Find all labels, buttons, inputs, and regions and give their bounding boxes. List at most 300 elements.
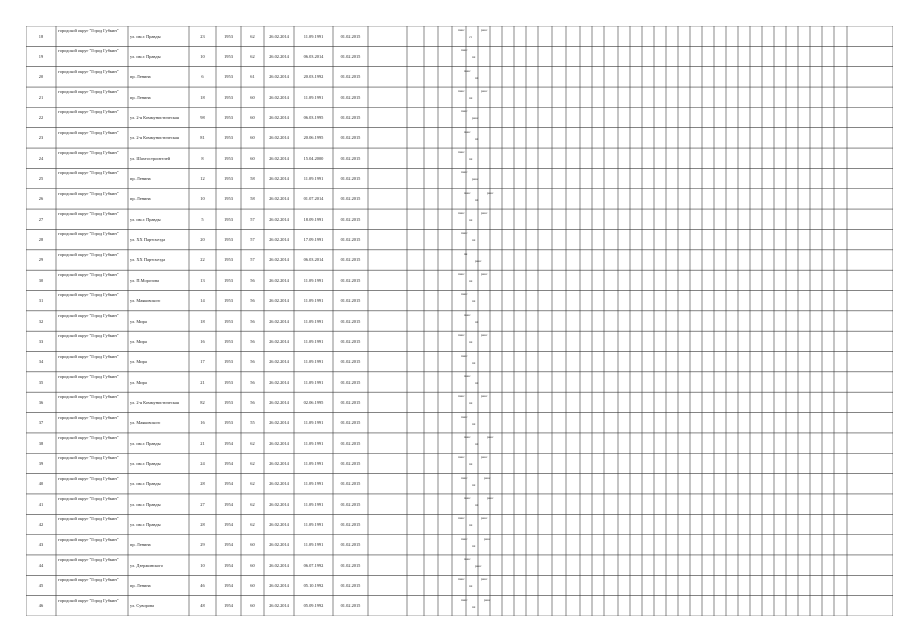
repair-mark: пх [472,544,476,548]
row-number: 21 [38,94,44,100]
repair-mark: пх [469,97,473,101]
wear-value: 56 [250,359,255,365]
row-number: 34 [38,359,44,365]
wear-value: 60 [250,582,255,588]
plan-date: 01.02.2015 [340,196,361,202]
row-number: 41 [38,501,44,507]
plan-date: 01.02.2015 [340,521,361,527]
plan-date: 01.02.2015 [340,338,361,344]
row-number: 26 [38,196,44,202]
repair-mark: пнас [461,49,468,53]
repair-mark: пх [469,402,473,406]
plan-date: 01.02.2015 [340,33,361,39]
plan-date: 01.02.2015 [340,216,361,222]
inspection-date: 26.02.2014 [269,298,289,304]
row-number: 46 [38,603,44,609]
build-year: 1953 [224,277,233,283]
plan-date: 01.02.2015 [340,399,361,405]
street-address: ул. им.г. Правды [130,460,161,466]
build-year: 1954 [224,582,233,588]
wear-value: 60 [250,542,255,548]
plan-date: 01.02.2015 [340,359,361,365]
row-number: 25 [38,176,44,182]
repair-mark: рнас [475,259,482,263]
build-year: 1953 [224,74,233,80]
row-number: 36 [38,399,44,405]
district-name: городской округ "Город Губкин" [58,394,119,400]
plan-date: 01.02.2015 [340,582,361,588]
registration-date: 06.03.1995 [303,115,324,121]
registration-date: 11.09.1991 [303,318,324,324]
street-address: пр. Ленина [130,94,151,100]
wear-value: 57 [250,237,255,243]
row-number: 30 [38,277,44,283]
registration-date: 20.06.1995 [303,135,324,141]
registration-date: 11.09.1991 [303,298,324,304]
district-name: городской округ "Город Губкин" [58,231,119,237]
house-number: 10 [200,54,205,60]
street-address: ул. Суворова [130,603,154,609]
repair-mark: пх [469,280,473,284]
street-address: ул. Шахтостроителей [130,155,171,161]
registration-date: 06.03.2014 [303,257,324,263]
wear-value: 60 [250,562,255,568]
inspection-date: 26.02.2014 [269,115,289,121]
district-name: городской округ "Город Губкин" [58,292,119,298]
row-number: 20 [38,74,44,80]
wear-value: 60 [250,135,255,141]
repair-mark: пнас [458,334,465,338]
inspection-date: 26.02.2014 [269,135,289,141]
repair-mark: пх [472,483,476,487]
street-address: ул. 2-я Коммунистическая [130,115,179,121]
registration-date: 11.09.1991 [303,481,324,487]
wear-value: 62 [250,501,255,507]
repair-mark: пх [469,158,473,162]
repair-mark: пх [469,585,473,589]
registration-date: 05.09.1992 [303,603,324,609]
district-name: городской округ "Город Губкин" [58,68,119,74]
row-number: 32 [38,318,44,324]
registration-date: 11.09.1991 [303,379,324,385]
district-name: городской округ "Город Губкин" [58,272,119,278]
wear-value: 58 [250,196,255,202]
repair-mark: пнас [458,29,465,32]
repair-mark: пнас [458,517,465,521]
repair-mark: рнас [487,435,494,439]
district-name: городской округ "Город Губкин" [58,536,119,542]
repair-mark: пх [472,422,476,426]
wear-value: 60 [250,603,255,609]
repair-mark: пнас [458,395,465,399]
repair-mark: пх [475,137,479,141]
registration-date: 15.04.2000 [303,155,324,161]
build-year: 1953 [224,155,233,161]
build-year: 1953 [224,115,233,121]
repair-mark: пх [475,198,479,202]
build-year: 1954 [224,440,233,446]
inspection-date: 26.02.2014 [269,399,289,405]
repair-mark: пнас [461,598,468,602]
registration-date: 06.03.2014 [303,54,324,60]
street-address: ул. Маяковского [130,298,161,304]
build-year: 1953 [224,196,233,202]
wear-value: 62 [250,521,255,527]
wear-value: 56 [250,318,255,324]
district-name: городской округ "Город Губкин" [58,312,119,318]
street-address: ул. Дзержинского [130,562,164,568]
registration-date: 11.09.1991 [303,521,324,527]
repair-mark: пх [472,361,476,365]
repair-mark: пх [472,239,476,243]
house-number: 46 [200,582,205,588]
repair-mark: рнас [484,598,491,602]
build-year: 1953 [224,359,233,365]
inspection-date: 26.02.2014 [269,481,289,487]
inspection-date: 26.02.2014 [269,94,289,100]
row-number: 19 [38,54,44,60]
street-address: пр. Ленина [130,542,151,548]
registration-date: 05.10.1992 [303,582,324,588]
wear-value: 60 [250,115,255,121]
inspection-date: 26.02.2014 [269,460,289,466]
plan-date: 01.02.2015 [340,318,361,324]
district-name: городской округ "Город Губкин" [58,475,119,481]
house-number: 16 [200,338,205,344]
street-address: ул. им.г. Правды [130,440,161,446]
registration-date: 11.09.1991 [303,33,324,39]
wear-value: 62 [250,440,255,446]
registration-date: 11.09.1991 [303,359,324,365]
wear-value: 55 [250,420,255,426]
repair-mark: пх [475,503,479,507]
repair-mark: рнас [481,212,488,216]
house-number: 28 [200,521,205,527]
house-number: 21 [200,440,205,446]
house-number: 24 [200,460,205,466]
district-name: городской округ "Город Губкин" [58,556,119,562]
repair-mark: пнас [461,293,468,297]
repair-mark: пх [472,605,476,609]
row-number: 27 [38,216,44,222]
street-address: ул. им.г. Правды [130,481,161,487]
build-year: 1954 [224,460,233,466]
build-year: 1953 [224,54,233,60]
wear-value: 56 [250,277,255,283]
repair-mark: пнас [461,537,468,541]
wear-value: 58 [250,176,255,182]
row-number: 37 [38,420,44,426]
plan-date: 01.02.2015 [340,440,361,446]
wear-value: 62 [250,33,255,39]
build-year: 1954 [224,603,233,609]
repair-mark: рнас [487,496,494,500]
inspection-date: 26.02.2014 [269,379,289,385]
street-address: ул. 2-я Коммунистическая [130,135,179,141]
inspection-date: 26.02.2014 [269,155,289,161]
build-year: 1953 [224,237,233,243]
row-number: 31 [38,298,44,304]
street-address: ул. Мира [130,318,147,324]
plan-date: 01.02.2015 [340,481,361,487]
street-address: пр. Ленина [130,176,151,182]
house-number: 6 [201,74,204,80]
district-name: городской округ "Город Губкин" [58,48,119,54]
repair-mark: рнас [481,395,488,399]
row-number: 40 [38,481,44,487]
house-number: 21 [200,379,205,385]
house-number: 17 [200,359,205,365]
street-address: ул. П.Морозова [130,277,159,283]
repair-mark: пнас [464,69,471,73]
repair-mark: рнас [481,517,488,521]
row-number: 24 [38,155,44,161]
row-number: 44 [38,562,44,568]
district-name: городской округ "Город Губкин" [58,597,119,603]
house-number: 8 [201,155,204,161]
build-year: 1954 [224,542,233,548]
repair-mark: пнас [461,171,468,175]
district-name: городской округ "Город Губкин" [58,150,119,156]
repair-mark: рнас [481,29,488,32]
wear-value: 61 [250,74,255,80]
plan-date: 01.02.2015 [340,257,361,263]
wear-value: 57 [250,216,255,222]
repair-mark: пх [469,341,473,345]
plan-date: 01.02.2015 [340,603,361,609]
inspection-date: 26.02.2014 [269,420,289,426]
house-number: 22 [200,257,205,263]
plan-date: 01.02.2015 [340,298,361,304]
street-address: ул. им.г. Правды [130,216,161,222]
repair-mark: рнас [484,537,491,541]
plan-date: 01.02.2015 [340,379,361,385]
district-name: городской округ "Город Губкин" [58,373,119,379]
inspection-date: 26.02.2014 [269,359,289,365]
repair-mark: пнас [461,354,468,358]
build-year: 1953 [224,257,233,263]
plan-date: 01.02.2015 [340,562,361,568]
plan-date: 01.02.2015 [340,420,361,426]
build-year: 1953 [224,318,233,324]
house-number: 29 [200,542,205,548]
repair-mark: пнас [461,476,468,480]
inspection-date: 26.02.2014 [269,562,289,568]
inspection-date: 26.02.2014 [269,603,289,609]
street-address: ул. им.г. Правды [130,501,161,507]
row-number: 22 [38,115,44,121]
registration-date: 01.07.2014 [303,196,324,202]
district-name: городской округ "Город Губкин" [58,89,119,95]
repair-mark: рнас [481,578,488,582]
street-address: ул. Мира [130,359,147,365]
plan-date: 01.02.2015 [340,94,361,100]
district-name: городской округ "Город Губкин" [58,577,119,583]
inspection-date: 26.02.2014 [269,237,289,243]
street-address: пр. Ленина [130,196,151,202]
build-year: 1953 [224,216,233,222]
row-number: 38 [38,440,44,446]
row-number: 35 [38,379,44,385]
wear-value: 60 [250,94,255,100]
repair-mark: пх [475,381,479,385]
district-name: городской округ "Город Губкин" [58,353,119,359]
wear-value: 62 [250,481,255,487]
wear-value: 56 [250,379,255,385]
inspection-date: 26.02.2014 [269,521,289,527]
plan-date: 01.02.2015 [340,237,361,243]
repair-mark: пнас [458,151,465,155]
repair-mark: пх [469,524,473,528]
registry-table [26,26,893,616]
registration-date: 11.09.1991 [303,501,324,507]
row-number: 43 [38,542,44,548]
row-number: 28 [38,237,44,243]
repair-mark: пнас [461,415,468,419]
build-year: 1953 [224,33,233,39]
street-address: ул. Мира [130,338,147,344]
plan-date: 01.02.2015 [340,542,361,548]
registration-date: 11.09.1991 [303,338,324,344]
house-number: 48 [200,603,205,609]
wear-value: 60 [250,155,255,161]
repair-mark: ст [469,36,472,39]
repair-mark: пнас [464,496,471,500]
district-name: городской округ "Город Губкин" [58,434,119,440]
house-number: 13 [200,277,205,283]
build-year: 1953 [224,135,233,141]
repair-mark: пх [464,252,468,256]
repair-mark: пх [472,300,476,304]
registration-date: 11.09.1991 [303,277,324,283]
street-address: ул. им.г. Правды [130,54,161,60]
repair-mark: рнас [481,273,488,277]
registration-date: 11.09.1991 [303,440,324,446]
wear-value: 62 [250,460,255,466]
repair-mark: пнас [458,578,465,582]
repair-mark: пнас [464,191,471,195]
repair-mark: пнас [458,273,465,277]
wear-value: 56 [250,298,255,304]
house-number: 10 [200,196,205,202]
inspection-date: 26.02.2014 [269,542,289,548]
inspection-date: 26.02.2014 [269,257,289,263]
repair-mark: пх [469,463,473,467]
repair-mark: рнас [472,117,479,121]
plan-date: 01.02.2015 [340,176,361,182]
build-year: 1953 [224,399,233,405]
repair-mark: рнас [487,191,494,195]
house-number: 28 [200,481,205,487]
repair-mark: пнас [464,435,471,439]
street-address: ул. 2-я Коммунистическая [130,399,179,405]
registration-date: 20.03.1992 [303,74,324,80]
repair-mark: пнас [464,313,471,317]
street-address: ул. им.г. Правды [130,521,161,527]
house-number: 18 [200,318,205,324]
house-number: 5 [201,216,204,222]
repair-mark: рнас [481,90,488,94]
row-number: 42 [38,521,44,527]
build-year: 1953 [224,420,233,426]
district-name: городской округ "Город Губкин" [58,211,119,217]
inspection-date: 26.02.2014 [269,582,289,588]
registration-date: 11.09.1991 [303,420,324,426]
inspection-date: 26.02.2014 [269,176,289,182]
plan-date: 01.02.2015 [340,74,361,80]
house-number: 81 [200,135,205,141]
registration-date: 02.06.1995 [303,399,324,405]
wear-value: 56 [250,399,255,405]
inspection-date: 26.02.2014 [269,74,289,80]
inspection-date: 26.02.2014 [269,216,289,222]
house-number: 98 [200,115,205,121]
district-name: городской округ "Город Губкин" [58,455,119,461]
inspection-date: 26.02.2014 [269,196,289,202]
repair-mark: рнас [475,564,482,568]
build-year: 1953 [224,338,233,344]
repair-mark: рнас [481,334,488,338]
district-name: городской округ "Город Губкин" [58,190,119,196]
street-address: ул. Маяковского [130,420,161,426]
inspection-date: 26.02.2014 [269,440,289,446]
district-name: городской округ "Город Губкин" [58,333,119,339]
repair-mark: пнас [458,212,465,216]
repair-mark: пх [475,442,479,446]
registration-date: 11.09.1991 [303,460,324,466]
repair-mark: пх [475,76,479,80]
row-number: 23 [38,135,44,141]
build-year: 1953 [224,94,233,100]
repair-mark: пнас [461,232,468,236]
inspection-date: 26.02.2014 [269,318,289,324]
registration-date: 11.09.1991 [303,542,324,548]
build-year: 1953 [224,298,233,304]
repair-mark: пнас [458,456,465,460]
street-address: ул. им.г. Правды [130,33,161,39]
street-address: ул. Мира [130,379,147,385]
plan-date: 01.02.2015 [340,54,361,60]
house-number: 14 [200,298,205,304]
plan-date: 01.02.2015 [340,460,361,466]
registration-date: 06.07.1992 [303,562,324,568]
build-year: 1954 [224,521,233,527]
wear-value: 62 [250,54,255,60]
house-number: 16 [200,420,205,426]
house-number: 23 [200,33,205,39]
street-address: ул. XX Партсъезда [130,237,166,243]
inspection-date: 26.02.2014 [269,33,289,39]
repair-mark: пнас [464,374,471,378]
house-number: 82 [200,399,205,405]
repair-mark: рнас [481,456,488,460]
plan-date: 01.02.2015 [340,501,361,507]
house-number: 12 [200,176,205,182]
plan-date: 01.02.2015 [340,135,361,141]
house-number: 18 [200,94,205,100]
district-name: городской округ "Город Губкин" [58,251,119,257]
house-number: 20 [200,237,205,243]
inspection-date: 26.02.2014 [269,501,289,507]
district-name: городской округ "Город Губкин" [58,414,119,420]
district-name: городской округ "Город Губкин" [58,170,119,176]
row-number: 29 [38,257,44,263]
plan-date: 01.02.2015 [340,155,361,161]
inspection-date: 26.02.2014 [269,54,289,60]
district-name: городской округ "Город Губкин" [58,28,119,33]
build-year: 1954 [224,501,233,507]
registration-date: 18.09.1991 [303,216,324,222]
